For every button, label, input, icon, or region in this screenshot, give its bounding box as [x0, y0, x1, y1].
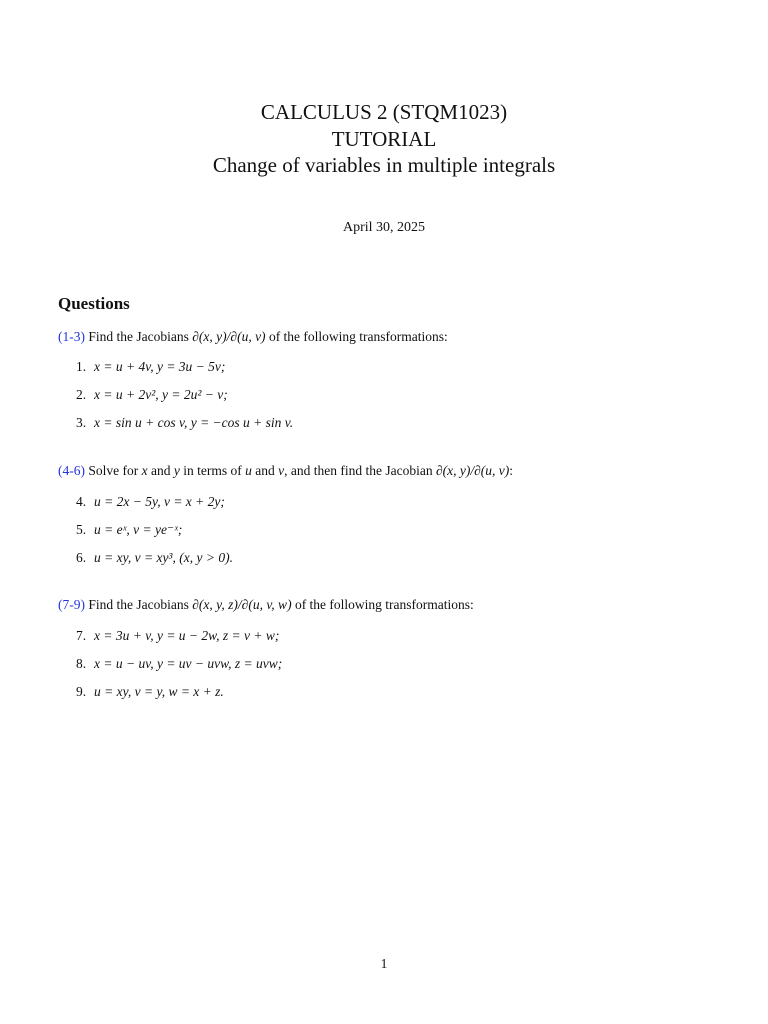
question-range-link[interactable]: (7-9)	[58, 597, 85, 612]
page-number: 1	[380, 956, 388, 971]
question-expression: x = u + 2v², y = 2u² − v;	[94, 387, 228, 402]
course-title: CALCULUS 2 (STQM1023)	[260, 100, 508, 124]
question-group-1-heading	[58, 329, 448, 345]
question-item	[76, 656, 282, 672]
question-expression: x = u + 4v, y = 3u − 5v;	[94, 359, 226, 374]
question-expression: u = eˣ, v = ye⁻ˣ;	[94, 522, 183, 537]
question-number: 2.	[76, 387, 87, 402]
question-range-link[interactable]: (4-6)	[58, 463, 85, 478]
variable-y: y	[173, 463, 180, 478]
instruction-text: , and then find the Jacobian	[284, 463, 436, 478]
instruction-text: :	[509, 463, 514, 478]
jacobian-expression: ∂(x, y)/∂(u, v)	[435, 463, 510, 478]
question-number: 9.	[76, 684, 87, 699]
question-number: 5.	[76, 522, 87, 537]
section-heading: Questions	[58, 294, 130, 313]
instruction-text: of the following transformations:	[291, 597, 474, 612]
instruction-text: Find the Jacobians	[85, 329, 193, 344]
question-number: 7.	[76, 628, 87, 643]
instruction-text: in terms of	[179, 463, 246, 478]
question-item	[76, 628, 279, 644]
question-number: 4.	[76, 494, 87, 509]
question-item	[76, 494, 225, 510]
tutorial-label: TUTORIAL	[331, 126, 437, 151]
question-item	[76, 359, 225, 375]
question-item	[76, 522, 182, 538]
question-expression: u = 2x − 5y, v = x + 2y;	[94, 494, 225, 509]
document-date: April 30, 2025	[342, 220, 426, 235]
instruction-text: and	[251, 463, 279, 478]
instruction-text: Find the Jacobians	[85, 597, 193, 612]
question-expression: u = xy, v = y, w = x + z.	[94, 684, 224, 699]
variable-x: x	[141, 463, 148, 478]
instruction-text: and	[147, 463, 174, 478]
instruction-text: Solve for	[85, 463, 142, 478]
question-range-link[interactable]: (1-3)	[58, 329, 85, 344]
question-expression: x = 3u + v, y = u − 2w, z = v + w;	[94, 628, 280, 643]
jacobian-expression: ∂(x, y, z)/∂(u, v, w)	[192, 597, 292, 612]
instruction-text: of the following transformations:	[265, 329, 448, 344]
question-expression: x = u − uv, y = uv − uvw, z = uvw;	[94, 656, 283, 671]
question-item	[76, 387, 228, 403]
question-number: 8.	[76, 656, 87, 671]
question-expression: u = xy, v = xy³, (x, y > 0).	[94, 550, 233, 565]
question-group-3-heading	[58, 597, 474, 613]
question-number: 1.	[76, 359, 87, 374]
question-group-2-heading	[58, 463, 513, 479]
document-title	[0, 99, 768, 179]
question-number: 6.	[76, 550, 87, 565]
variable-u: u	[245, 463, 252, 478]
topic-title: Change of variables in multiple integrals	[212, 153, 556, 177]
question-item	[76, 550, 233, 566]
variable-v: v	[278, 463, 285, 478]
question-expression: x = sin u + cos v, y = −cos u + sin v.	[94, 415, 294, 430]
jacobian-expression: ∂(x, y)/∂(u, v)	[192, 329, 266, 344]
question-item	[76, 684, 224, 700]
question-item	[76, 415, 293, 431]
question-number: 3.	[76, 415, 87, 430]
